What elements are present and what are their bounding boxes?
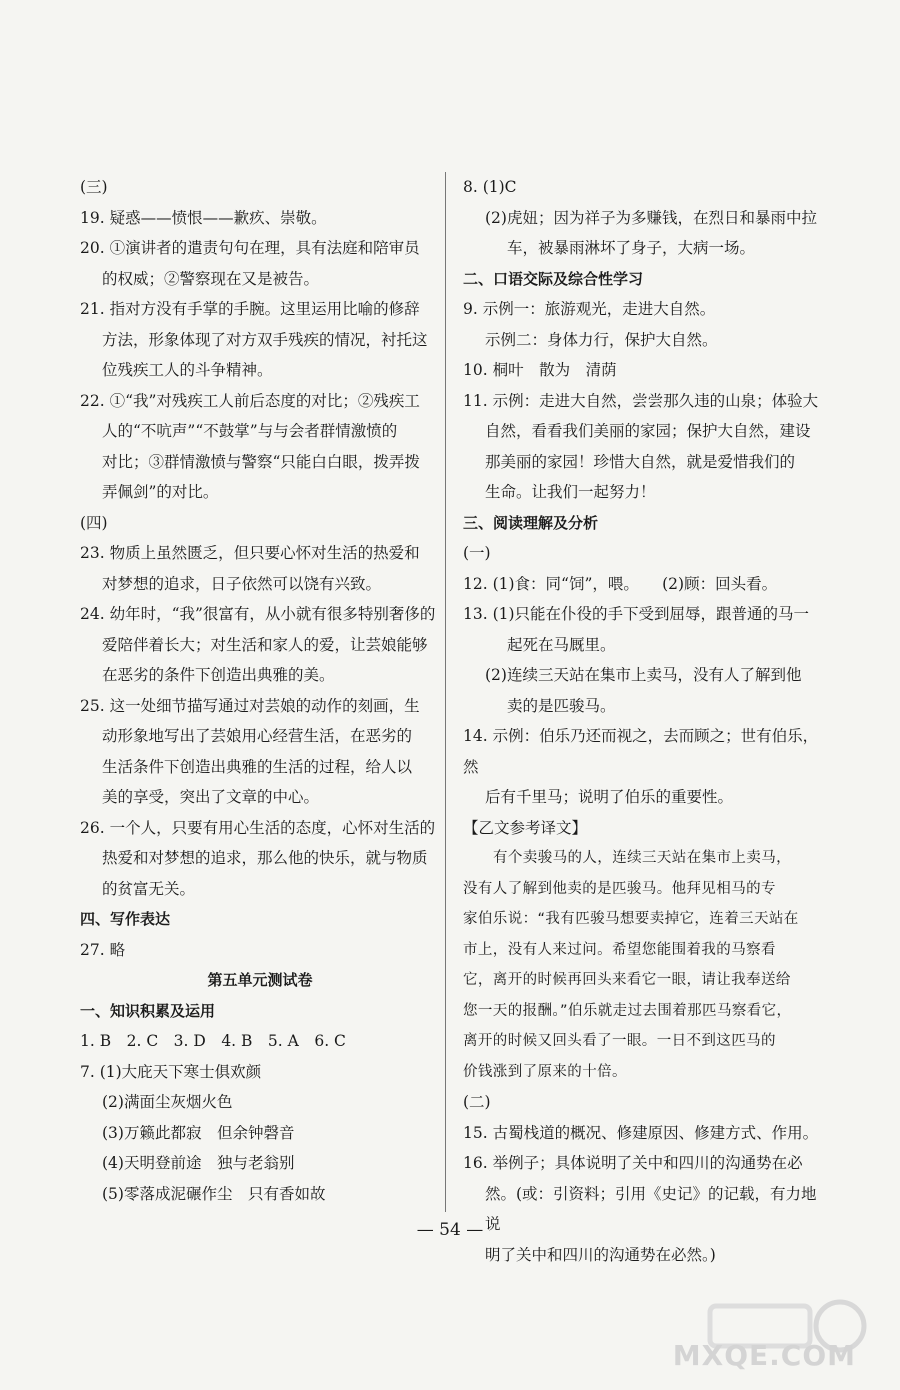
right-line: 那美丽的家园！珍惜大自然，就是爱惜我们的 [485,452,796,471]
watermark-logo [672,1296,880,1376]
right-line: 它，离开的时候再回头来看它一眼，请让我奉送给 [463,972,791,988]
right-line: 【乙文参考译文】 [463,818,588,837]
left-line: 的权威；②警察现在又是被告。 [102,269,320,288]
right-line: 明了关中和四川的沟通势在必然。) [485,1245,716,1264]
page-number: — 54 — [416,1220,484,1240]
left-line: 一、知识积累及运用 [80,1001,216,1020]
right-line: 生命。让我们一起努力！ [485,483,656,501]
right-line: 卖的是匹骏马。 [507,696,616,715]
left-line: 位残疾工人的斗争精神。 [102,361,273,379]
right-line: 市上，没有人来过问。希望您能围着我的马察看 [463,941,776,958]
right-line: 16. 举例子；具体说明了关中和四川的沟通势在必 [463,1154,803,1172]
left-line: 爱陪伴着长大；对生活和家人的爱，让芸娘能够 [102,635,428,654]
left-line: (4)天明登前途 独与老翁别 [102,1154,295,1172]
right-line: (2)连续三天站在集市上卖马，没有人了解到他 [485,666,802,684]
left-line: 动形象地写出了芸娘用心经营生活，在恶劣的 [102,727,413,745]
right-line: 14. 示例：伯乐乃还而视之，去而顾之；世有伯乐，然 [463,727,819,776]
right-line: 家伯乐说：“我有匹骏马想要卖掉它，连着三天站在 [463,911,799,927]
right-line: 您一天的报酬。”伯乐就走过去围着那匹马察看它， [463,1002,792,1019]
left-line: (3)万籁此都寂 但余钟磬音 [102,1123,295,1142]
left-line: 25. 这一处细节描写通过对芸娘的动作的刻画，生 [80,696,420,715]
right-line: 8. (1)C [463,178,517,196]
right-line: 有个卖骏马的人，连续三天站在集市上卖马， [493,850,791,866]
right-line: (一) [463,544,491,562]
left-line: 美的享受，突出了文章的中心。 [102,788,320,806]
left-line: 的贫富无关。 [102,879,196,898]
left-line: 第五单元测试卷 [207,971,313,989]
left-line: 26. 一个人，只要有用心生活的态度，心怀对生活的 [80,818,436,837]
right-line: 示例二：身体力行，保护大自然。 [485,330,718,349]
left-line: 24. 幼年时，“我”很富有，从小就有很多特别奢侈的 [80,605,436,623]
left-line: 23. 物质上虽然匮乏，但只要心怀对生活的热爱和 [80,544,420,562]
right-line: 11. 示例：走进大自然，尝尝那久违的山泉；体验大 [463,391,819,410]
left-line: 人的“不吭声”“不鼓掌”与与会者群情激愤的 [102,422,398,440]
left-line: 方法，形象体现了对方双手残疾的情况，衬托这 [102,330,428,349]
left-line: 弄佩剑”的对比。 [102,483,219,501]
left-line: (2)满面尘灰烟火色 [102,1093,233,1111]
left-line: 生活条件下创造出典雅的生活的过程，给人以 [102,757,413,776]
watermark-text: MXQE.COM [672,1339,856,1372]
left-line: 27. 略 [80,940,126,959]
left-line: 22. ①“我”对残疾工人前后态度的对比；②残疾工 [80,391,420,410]
right-line: 车，被暴雨淋坏了身子，大病一场。 [507,239,756,257]
right-line: 9. 示例一：旅游观光，走进大自然。 [463,300,716,318]
right-line: 然。(或：引资料；引用《史记》的记载，有力地说 [485,1184,817,1233]
right-line: 后有千里马；说明了伯乐的重要性。 [485,788,734,806]
right-line: 12. (1)食：同“饲”，喂。 (2)顾：回头看。 [463,574,778,593]
right-line: 13. (1)只能在仆役的手下受到屈辱，跟普通的马一 [463,605,810,623]
right-line: 二、口语交际及综合性学习 [463,269,644,288]
left-line: 四、写作表达 [80,910,171,928]
left-line: (四) [80,513,108,532]
right-line: 10. 桐叶 散为 清荫 [463,361,617,379]
right-column [463,172,823,1270]
right-line: 离开的时候又回头看了一眼。一日不到这匹马的 [463,1033,776,1049]
left-line: 在恶劣的条件下创造出典雅的美。 [102,666,335,684]
right-line: 15. 古蜀栈道的概况、修建原因、修建方式、作用。 [463,1123,819,1142]
column-divider [445,172,446,1212]
left-line: 7. (1)大庇天下寒士俱欢颜 [80,1062,262,1081]
left-line: (三) [80,178,108,196]
right-line: (二) [463,1093,491,1111]
right-line: (2)虎妞；因为祥子为多赚钱，在烈日和暴雨中拉 [485,208,817,227]
right-line: 价钱涨到了原来的十倍。 [463,1063,627,1080]
left-line: 19. 疑惑——愤恨——歉疚、崇敬。 [80,208,327,227]
left-column [80,172,440,1209]
left-line: 对梦想的追求，日子依然可以饶有兴致。 [102,574,382,593]
right-line: 起死在马厩里。 [507,635,616,654]
left-line: 对比；③群情激愤与警察“只能白白眼，拨弄拨 [102,452,420,471]
left-line: (5)零落成泥碾作尘 只有香如故 [102,1184,326,1203]
right-line: 三、阅读理解及分析 [463,513,599,532]
right-line: 自然，看看我们美丽的家园；保护大自然，建设 [485,422,811,440]
left-line: 20. ①演讲者的遣责句句在理，具有法庭和陪审员 [80,239,420,257]
right-line: 没有人了解到他卖的是匹骏马。他拜见相马的专 [463,880,776,897]
left-line: 21. 指对方没有手掌的手腕。这里运用比喻的修辞 [80,300,420,318]
left-line: 热爱和对梦想的追求，那么他的快乐，就与物质 [102,849,428,867]
left-line: 1. B 2. C 3. D 4. B 5. A 6. C [80,1032,346,1050]
